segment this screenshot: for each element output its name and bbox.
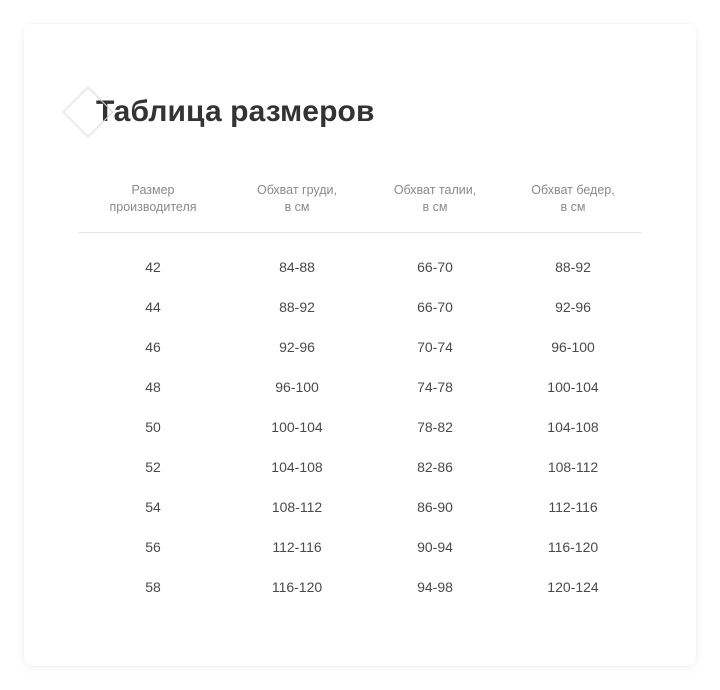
cell-waist: 90-94 <box>417 539 453 555</box>
table-row <box>78 407 642 447</box>
cell-waist: 74-78 <box>417 379 453 395</box>
table-row <box>78 327 642 367</box>
cell-hips: 116-120 <box>547 539 599 555</box>
column-header-waist-line1: Обхват талии, <box>393 183 477 197</box>
size-chart-card <box>24 24 696 666</box>
column-header-chest <box>228 182 366 233</box>
cell-hips: 112-116 <box>548 499 598 515</box>
cell-chest: 112-116 <box>272 539 322 555</box>
table-row <box>78 487 642 527</box>
cell-chest: 88-92 <box>279 299 315 315</box>
cell-hips: 88-92 <box>555 259 591 275</box>
page-title: Таблица размеров <box>96 95 375 128</box>
cell-chest: 96-100 <box>275 379 319 395</box>
cell-hips: 92-96 <box>555 299 591 315</box>
cell-waist: 66-70 <box>417 299 453 315</box>
cell-waist: 70-74 <box>417 339 453 355</box>
column-header-hips-line1: Обхват бедер, <box>531 183 615 197</box>
table-row <box>78 367 642 407</box>
table-body <box>78 233 642 608</box>
cell-size: 48 <box>145 379 161 395</box>
cell-size: 58 <box>145 579 161 595</box>
column-header-waist-line2: в см <box>422 200 448 214</box>
column-header-chest-line2: в см <box>284 200 310 214</box>
cell-size: 52 <box>145 459 161 475</box>
cell-waist: 86-90 <box>417 499 453 515</box>
cell-waist: 78-82 <box>417 419 453 435</box>
cell-chest: 84-88 <box>279 259 315 275</box>
table-row <box>78 287 642 327</box>
column-header-chest-line1: Обхват груди, <box>256 183 338 197</box>
cell-hips: 100-104 <box>547 379 599 395</box>
cell-hips: 96-100 <box>551 339 595 355</box>
column-header-waist <box>366 182 504 233</box>
size-table <box>78 182 642 607</box>
cell-size: 50 <box>145 419 161 435</box>
column-header-hips-line2: в см <box>560 200 586 214</box>
cell-hips: 120-124 <box>547 579 599 595</box>
cell-chest: 92-96 <box>279 339 315 355</box>
cell-size: 44 <box>145 299 161 315</box>
column-header-size <box>78 182 228 233</box>
cell-chest: 104-108 <box>271 459 323 475</box>
table-header <box>78 182 642 233</box>
column-header-hips <box>504 182 642 233</box>
table-header-row <box>78 182 642 233</box>
cell-size: 54 <box>145 499 161 515</box>
cell-waist: 94-98 <box>417 579 453 595</box>
cell-size: 46 <box>145 339 161 355</box>
cell-waist: 66-70 <box>417 259 453 275</box>
cell-hips: 108-112 <box>547 459 599 475</box>
table-row <box>78 447 642 487</box>
cell-waist: 82-86 <box>417 459 453 475</box>
cell-size: 56 <box>145 539 161 555</box>
cell-chest: 116-120 <box>271 579 323 595</box>
cell-chest: 108-112 <box>271 499 323 515</box>
column-header-size-line2: производителя <box>109 200 197 214</box>
cell-hips: 104-108 <box>547 419 599 435</box>
table-row <box>78 527 642 567</box>
column-header-size-line1: Размер <box>131 183 175 197</box>
table-row <box>78 233 642 288</box>
cell-size: 42 <box>145 259 161 275</box>
title-row <box>70 82 375 142</box>
cell-chest: 100-104 <box>271 419 323 435</box>
table-row <box>78 567 642 607</box>
